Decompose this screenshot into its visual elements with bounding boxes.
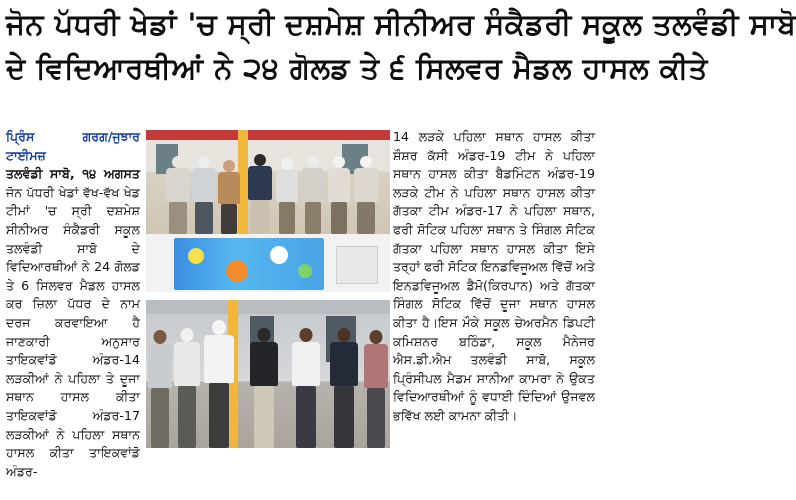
headline-line-1: ਜੋਨ ਪੱਧਰੀ ਖੇਡਾਂ 'ਚ ਸ੍ਰੀ ਦਸ਼ਮੇਸ਼ ਸੀਨੀਅਰ ਸੰਕੈਡਰੀ ਸਕੂਲ ਤਲਵੰਡੀ ਸਾਬੋ (6, 7, 796, 41)
article-column-right (393, 128, 595, 496)
mural-image (174, 238, 324, 290)
article-column-left (6, 128, 140, 496)
byline: ਪ੍ਰਿੰਸ ਗਰਗ/ਜੁਝਾਰ ਟਾਈਮਜ਼ (6, 129, 140, 163)
article-text-left: ਜੋਨ ਪੱਧਰੀ ਖੇਡਾਂ ਵੱਖ-ਵੱਖ ਖੇਡ ਟੀਮਾਂ 'ਚ ਸ੍ਰੀ ਦਸ਼ਮੇਸ਼ ਸੀਨੀਅਰ ਸੰਕੈਡਰੀ ਸਕੂਲ ਤਲਵੰਡੀ ਸਾਬੋ ਦੇ ਵਿਦਿਆਰਥੀਆਂ ਨੇ 24 ਗੋਲਡ ਤੇ 6 ਸਿਲਵਰ ਮੈਡਲ ਹਾਸਲ ਕਰ ਜ਼ਿਲਾ ਪੱਧਰ ਦੇ ਨਾਮ ਦਰਜ ਕਰਵਾਇਆ ਹੈ ਜਾਣਕਾਰੀ ਅਨੁਸਾਰ ਤਾਇਕਵਾਂਡੋ ਅੰਡਰ-14 ਲੜਕੀਆਂ ਨੇ ਪਹਿਲਾ ਤੇ ਦੂਜਾ ਸਥਾਨ ਹਾਸਲ ਕੀਤਾ ਤਾਇਕਵਾਂਡੋ ਅੰਡਰ-17 ਲੜਕੀਆਂ ਨੇ ਪਹਿਲਾ ਸਥਾਨ ਹਾਸਲ ਕੀਤਾ ਤਾਇਕਵਾਂਡੋ ਅੰਡਰ- (6, 184, 140, 479)
photo-bottom-group (146, 300, 390, 448)
photo-top-group (146, 130, 390, 234)
article-text-right: 14 ਲੜਕੇ ਪਹਿਲਾ ਸਥਾਨ ਹਾਸਲ ਕੀਤਾ ਸ਼ੌਸ਼ਰ ਕੱਸੀ ਅੰਡਰ-19 ਟੀਮ ਨੇ ਪਹਿਲਾ ਸਥਾਨ ਹਾਸਲ ਕੀਤਾ ਬੈਡਮਿੰਟਨ ਅੰਡਰ-19 ਲੜਕੇ ਟੀਮ ਨੇ ਪਹਿਲਾ ਸਥਾਨ ਹਾਸਲ ਕੀਤਾ ਗੱਤਕਾ ਟੀਮ ਅੰਡਰ-17 ਨੇ ਪਹਿਲਾ ਸਥਾਨ, ਫਰੀ ਸੋਟਿਕ ਪਹਿਲਾ ਸਥਾਨ ਤੇ ਸਿੰਗਲ ਸੋਟਿਕ ਗੱਤਕਾ ਪਹਿਲਾ ਸਥਾਨ ਹਾਸਲ ਕੀਤਾ ਇਸੇ ਤਰ੍ਹਾਂ ਫਰੀ ਸੋਟਿਕ ਇਨਡਵਿਜੂਅਲ ਵਿੱਚੋਂ ਅਤੇ ਇਨਡਵਿਜੂਅਲ ਡੈਮੋ(ਕਿਰਪਾਨ) ਅਤੇ ਗੱਤਕਾ ਸਿੰਗਲ ਸੋਟਿਕ ਵਿੱਚੋਂ ਦੂਜਾ ਸਥਾਨ ਹਾਸਲ ਕੀਤਾ ਹੈ।ਇਸ ਮੌਕੇ ਸਕੂਲ ਚੇਅਰਮੈਨ ਡਿਪਟੀ ਕਮਿਸ਼ਨਰ ਬਠਿੰਡਾ, ਸਕੂਲ ਮੈਨੇਜਰ ਐਸ.ਡੀ.ਐਮ ਤਲਵੰਡੀ ਸਾਬੋ, ਸਕੂਲ ਪ੍ਰਿੰਸੀਪਲ ਮੈਡਮ ਸਾਨੀਆ ਕਾਮਰਾ ਨੇ ਉਕਤ ਵਿਦਿਆਰਥੀਆਂ ਨੂੰ ਵਧਾਈ ਦਿੰਦਿਆਂ ਉਜਵਲ ਭਵਿੱਖ ਲਈ ਕਾਮਨਾ ਕੀਤੀ। (393, 129, 595, 423)
dateline: ਤਲਵੰਡੀ ਸਾਬੋ, ੧੪ ਅਗਸਤ (6, 166, 140, 182)
photo-banner (146, 234, 390, 292)
headline-line-2: ਦੇ ਵਿਦਿਆਰਥੀਆਂ ਨੇ ੨੪ ਗੋਲਡ ਤੇ ੬ ਸਿਲਵਰ ਮੈਡਲ ਹਾਸਲ ਕੀਤੇ (6, 51, 708, 85)
